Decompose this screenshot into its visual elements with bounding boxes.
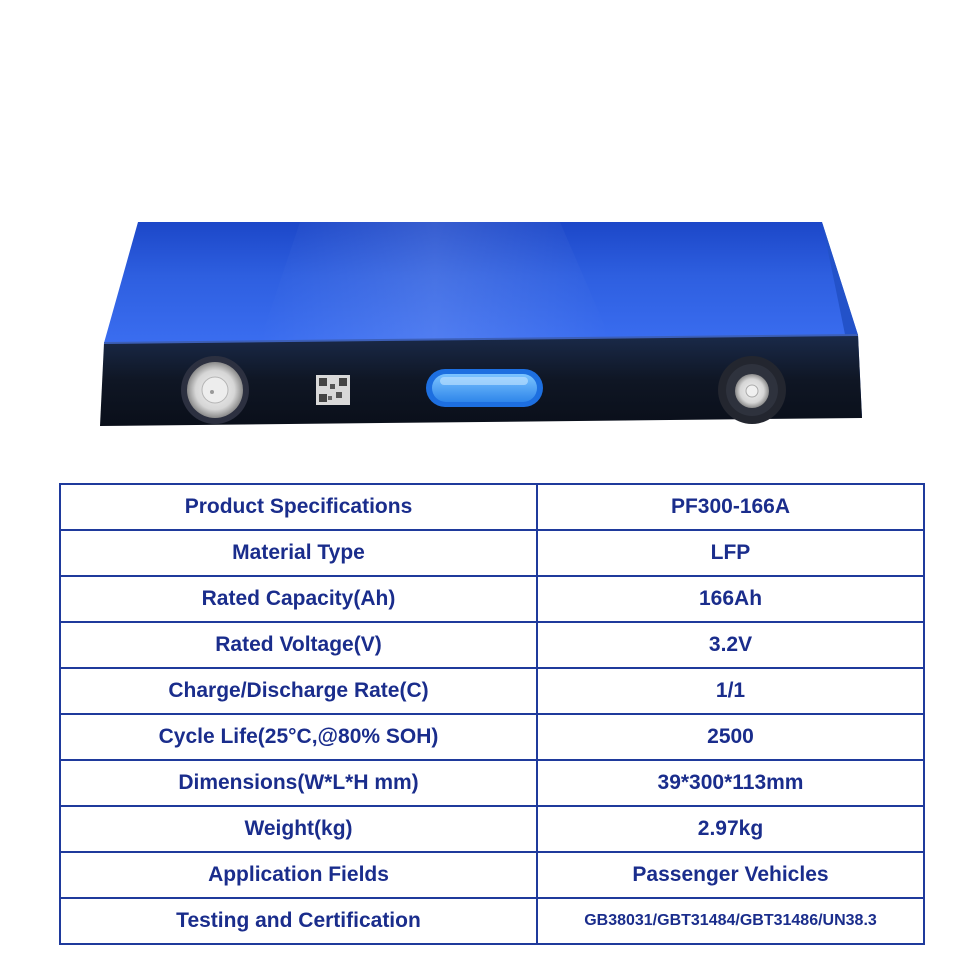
spec-value: 2.97kg [537,806,924,852]
specifications-table [59,483,925,945]
spec-value: LFP [537,530,924,576]
table-row [60,484,924,530]
spec-label: Weight(kg) [60,806,537,852]
table-row [60,760,924,806]
table-row [60,668,924,714]
spec-value: 2500 [537,714,924,760]
spec-value: GB38031/GBT31484/GBT31486/UN38.3 [537,898,924,944]
table-row [60,898,924,944]
battery-top-sheen [260,222,610,341]
spec-value: Passenger Vehicles [537,852,924,898]
table-row [60,852,924,898]
spec-label: Dimensions(W*L*H mm) [60,760,537,806]
spec-value: 39*300*113mm [537,760,924,806]
spec-label: Rated Voltage(V) [60,622,537,668]
safety-vent [426,369,543,407]
qr-code-label [316,375,350,405]
table-row [60,530,924,576]
spec-value: 166Ah [537,576,924,622]
spec-value: PF300-166A [537,484,924,530]
right-terminal [718,356,786,424]
spec-label: Material Type [60,530,537,576]
table-row [60,806,924,852]
spec-label: Application Fields [60,852,537,898]
spec-label: Rated Capacity(Ah) [60,576,537,622]
table-row [60,714,924,760]
table-row [60,576,924,622]
table-row [60,622,924,668]
spec-label: Testing and Certification [60,898,537,944]
spec-label: Cycle Life(25°C,@80% SOH) [60,714,537,760]
spec-value: 3.2V [537,622,924,668]
spec-label: Product Specifications [60,484,537,530]
left-terminal [181,356,249,424]
spec-label: Charge/Discharge Rate(C) [60,668,537,714]
spec-value: 1/1 [537,668,924,714]
